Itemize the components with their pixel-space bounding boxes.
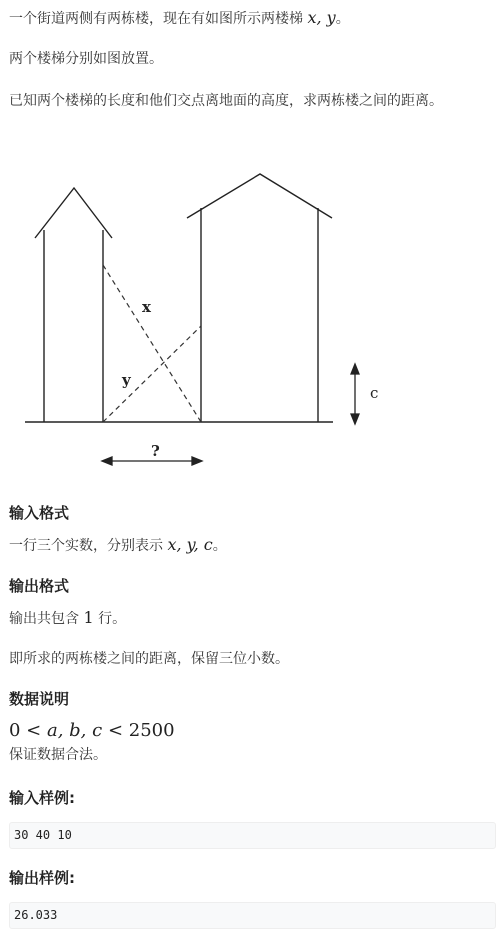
data-range-formula [9, 719, 175, 743]
ladder-y [103, 326, 201, 422]
formula-tail: < 2500 [102, 720, 175, 741]
ladders-figure [0, 160, 498, 470]
sample-input-code[interactable]: 30 40 10 [9, 822, 496, 849]
left-building-roof [35, 188, 112, 238]
output-format-pre: 输出共包含 [9, 611, 84, 627]
intro-line-2: 两个楼梯分别如图放置。 [9, 51, 163, 67]
label-c: c [370, 384, 379, 402]
input-format-desc: 一行三个实数，分别表示 [9, 538, 168, 554]
data-notes-heading: 数据说明 [9, 690, 70, 708]
intro-math-xy: x, y [307, 8, 336, 27]
output-format-text-2: 即所求的两栋楼之间的距离，保留三位小数。 [9, 651, 289, 667]
formula-lead: 0 < [9, 720, 47, 741]
data-notes-text: 保证数据合法。 [9, 747, 107, 763]
label-y: y [122, 371, 131, 389]
formula-vars: a, b, c [46, 720, 103, 741]
output-format-heading: 输出格式 [9, 577, 70, 595]
intro-line-1 [9, 6, 489, 31]
sample-output-code[interactable]: 26.033 [9, 902, 496, 929]
input-format-text [9, 533, 489, 558]
input-format-end: 。 [212, 538, 227, 554]
height-c-arrow-top [351, 364, 359, 374]
label-x: x [142, 298, 151, 316]
height-c-arrow-bottom [351, 414, 359, 424]
input-format-math: x, y, c [167, 535, 213, 554]
output-format-post: 行。 [93, 611, 127, 627]
output-format-line-count: 1 [83, 608, 94, 627]
input-format-heading: 输入格式 [9, 504, 70, 522]
intro-line-1-end: 。 [335, 11, 350, 27]
ladder-x [103, 265, 201, 422]
label-distance: ? [151, 442, 160, 460]
sample-input-heading: 输入样例: [9, 789, 75, 807]
sample-output-heading: 输出样例: [9, 869, 75, 887]
output-format-text-1 [9, 606, 489, 631]
right-building-roof [187, 174, 332, 218]
distance-arrow-right [192, 457, 202, 465]
intro-line-3: 已知两个楼梯的长度和他们交点离地面的高度，求两栋楼之间的距离。 [9, 93, 443, 109]
distance-arrow-left [102, 457, 112, 465]
intro-line-1-text: 一个街道两侧有两栋楼，现在有如图所示两楼梯 [9, 11, 308, 27]
